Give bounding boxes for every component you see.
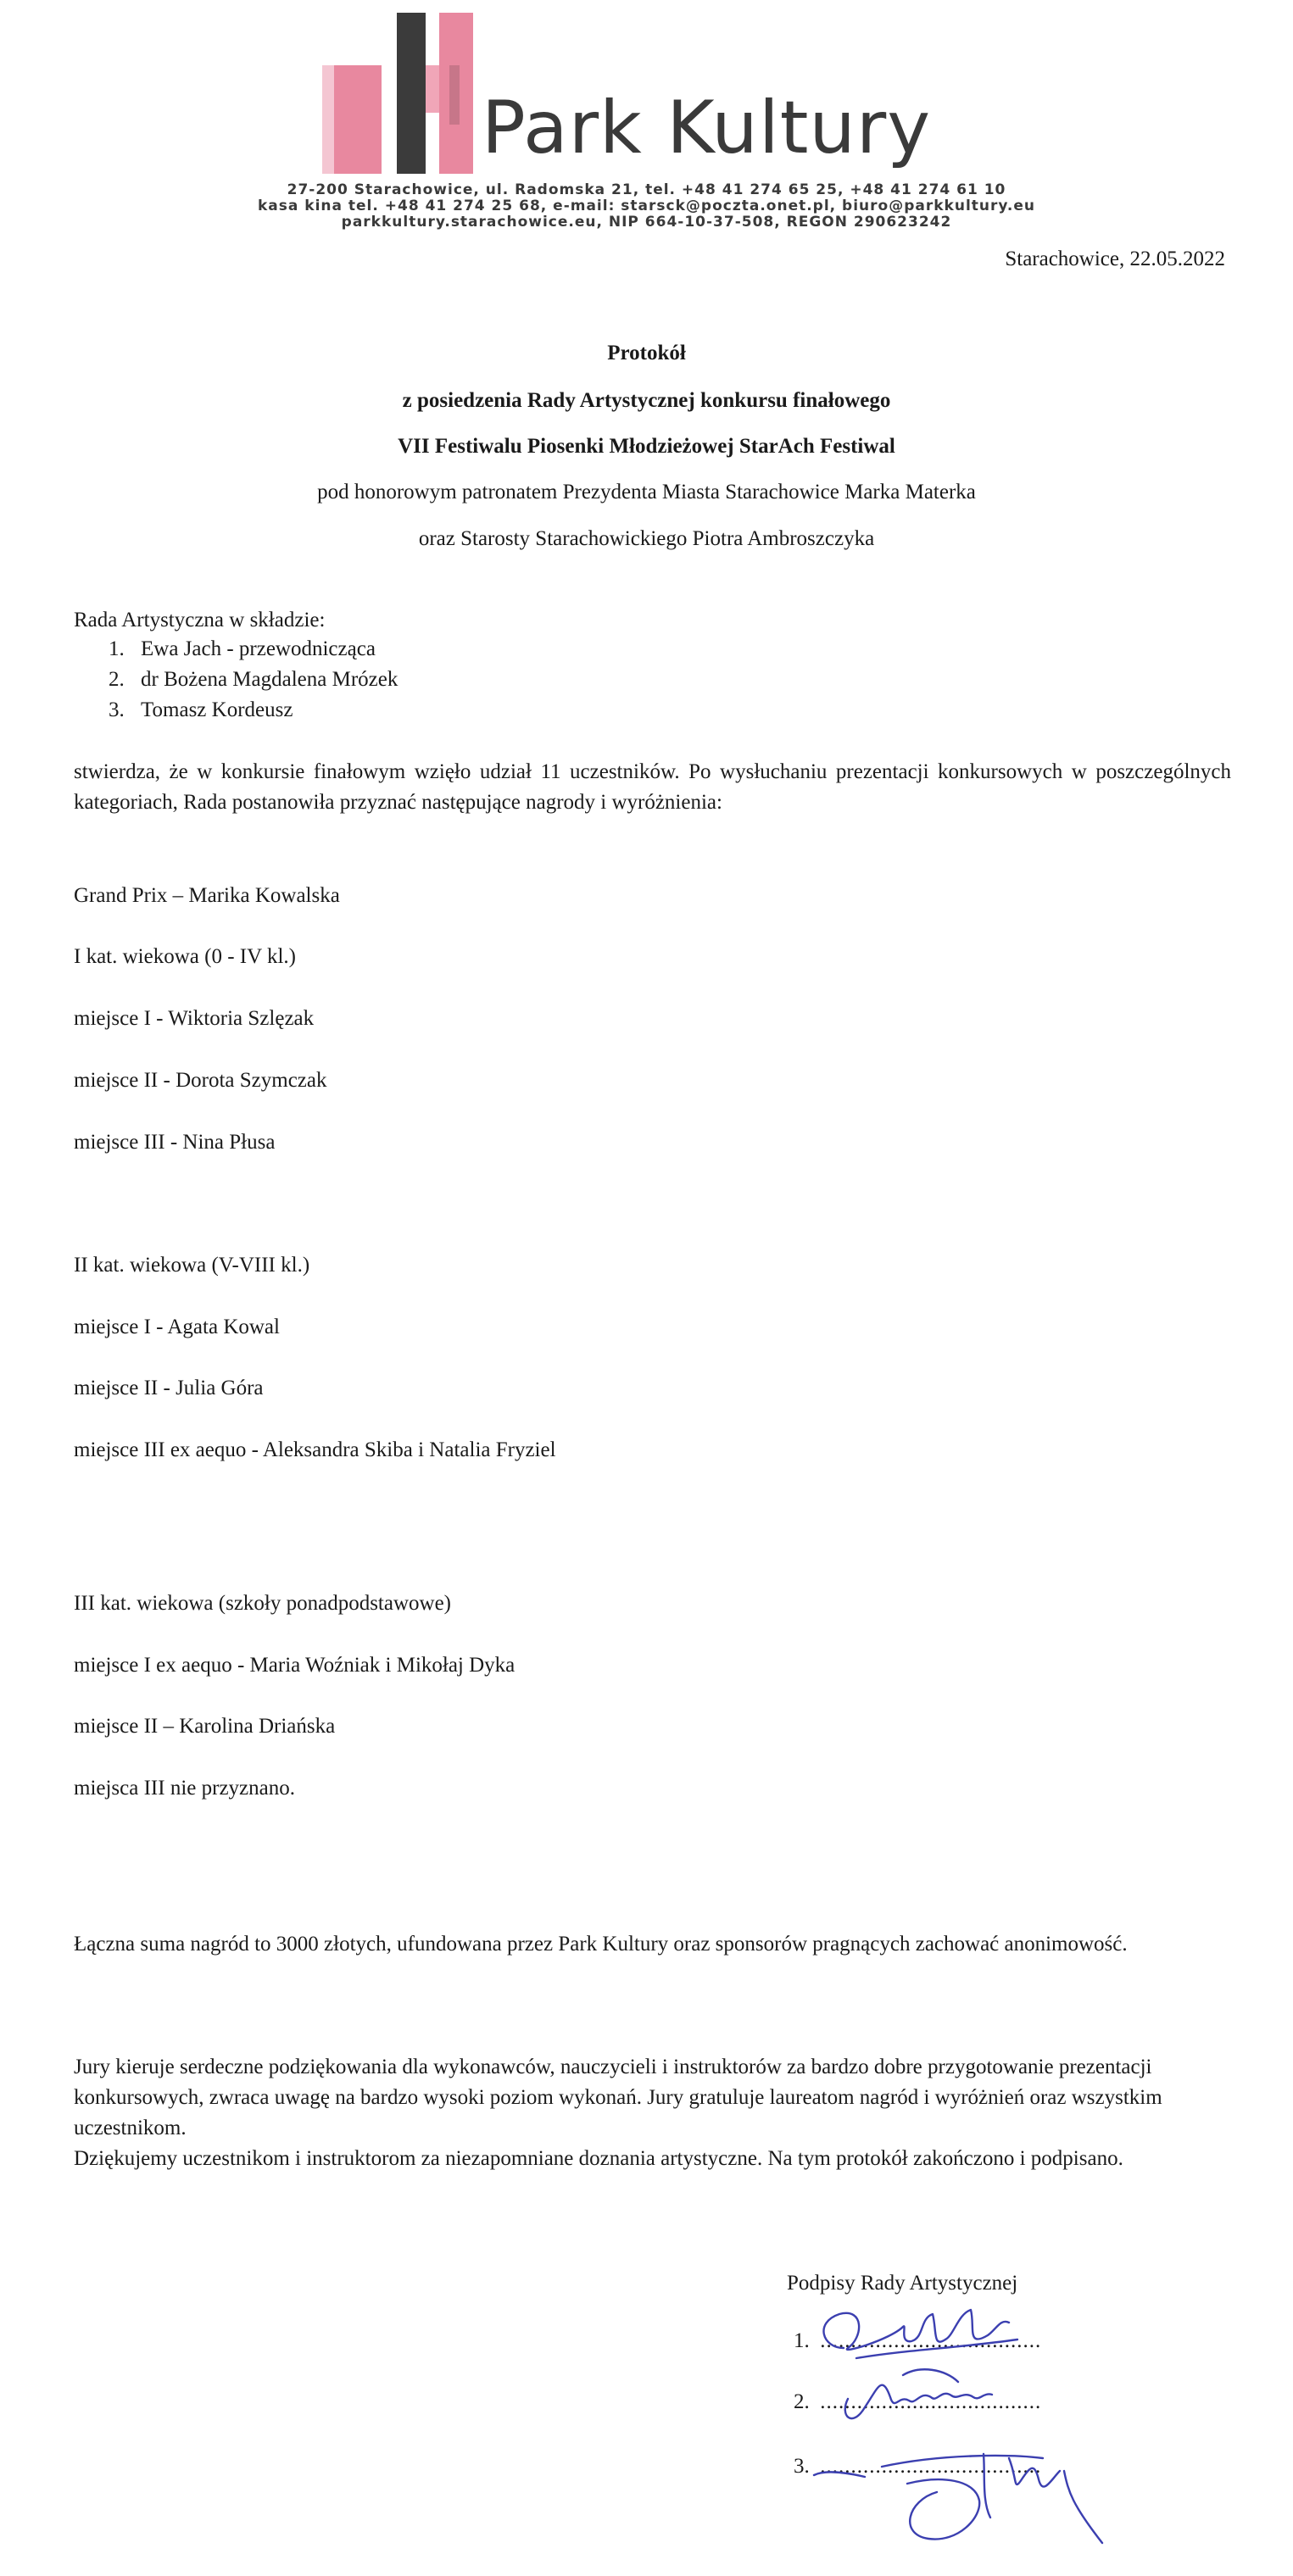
signature-dots: .................................... — [820, 2390, 1042, 2413]
member-number: 2. — [109, 668, 125, 691]
document-date: Starachowice, 22.05.2022 — [1005, 248, 1225, 270]
heading-line-4: oraz Starosty Starachowickiego Piotra Ambroszczyka — [418, 527, 875, 550]
signature-2-stroke — [845, 2385, 992, 2418]
award-line: miejsce II – Karolina Driańska — [74, 1715, 336, 1738]
signature-1-underline — [856, 2340, 1017, 2358]
grand-prix: Grand Prix – Marika Kowalska — [74, 884, 340, 907]
signatures-title: Podpisy Rady Artystycznej — [787, 2272, 1018, 2295]
category-2-title: II kat. wiekowa (V-VIII kl.) — [74, 1254, 310, 1277]
council-intro: Rada Artystyczna w składzie: — [74, 609, 326, 631]
document-title: Protokół — [607, 342, 686, 364]
member-name: Ewa Jach - przewodnicząca — [141, 637, 376, 660]
council-member — [109, 698, 293, 722]
decision-paragraph: stwierdza, że w konkursie finałowym wzięło udział 11 uczestników. Po wysłuchaniu prezentacji konkursowych w poszczególnych kategoriach, Rada postanowiła przyznać następujące nagrody i wyróżnienia: — [74, 760, 1231, 814]
heading-line-3: pod honorowym patronatem Prezydenta Miasta Starachowice Marka Materka — [317, 481, 976, 504]
award-line: miejsce I - Wiktoria Szlęzak — [74, 1007, 315, 1030]
handwritten-signatures — [763, 2289, 1153, 2568]
council-member — [109, 668, 398, 692]
closing-paragraph: Dziękujemy uczestnikom i instruktorom za niezapomniane doznania artystyczne. Na tym protokół zakończono i podpisano. — [74, 2147, 1123, 2170]
logo-bar-pink-1 — [334, 65, 382, 174]
contact-line-1: 27-200 Starachowice, ul. Radomska 21, tel. +48 41 274 65 25, +48 41 274 61 10 — [287, 181, 1006, 198]
award-line: miejsca III nie przyznano. — [74, 1777, 295, 1800]
member-name: Tomasz Kordeusz — [141, 698, 293, 721]
jury-paragraph: Jury kieruje serdeczne podziękowania dla wykonawców, nauczycieli i instruktorów za bardzo dobre przygotowanie prezentacji konkursowych, zwraca uwagę na bardzo wysoki poziom wykonań. Jury gratuluje laureatom nagród i wyróżnień oraz wszystkim uczestnikom. — [74, 2056, 1162, 2139]
contact-line-3: parkkultury.starachowice.eu, NIP 664-10-37-508, REGON 290623242 — [341, 214, 952, 231]
category-1-title: I kat. wiekowa (0 - IV kl.) — [74, 945, 296, 968]
award-line: miejsce II - Julia Góra — [74, 1377, 264, 1399]
member-name: dr Bożena Magdalena Mrózek — [141, 668, 398, 691]
signature-dots: .................................... — [820, 2455, 1042, 2478]
signature-3-hook — [814, 2472, 865, 2477]
council-member — [109, 637, 376, 661]
prize-paragraph: Łączna suma nagród to 3000 złotych, ufundowana przez Park Kultury oraz sponsorów pragnących zachować anonimowość. — [74, 1933, 1128, 1956]
heading-line-2: VII Festiwalu Piosenki Młodzieżowej StarAch Festiwal — [398, 435, 895, 458]
member-number: 1. — [109, 637, 125, 660]
award-line: miejsce I - Agata Kowal — [74, 1316, 280, 1338]
heading-line-1: z posiedzenia Rady Artystycznej konkursu finałowego — [402, 389, 891, 412]
signature-2-loop — [903, 2369, 958, 2382]
signature-3-stroke — [882, 2454, 1102, 2543]
brand-name: Park Kultury — [482, 86, 932, 170]
contact-line-2: kasa kina tel. +48 41 274 25 68, e-mail: starsck@poczta.onet.pl, biuro@parkkultury.eu — [257, 198, 1036, 214]
signature-number: 2. — [794, 2390, 810, 2413]
award-line: miejsce I ex aequo - Maria Woźniak i Mikołaj Dyka — [74, 1654, 516, 1677]
logo-bar-dark — [397, 13, 426, 174]
award-line: miejsce III - Nina Płusa — [74, 1131, 276, 1154]
member-number: 3. — [109, 698, 125, 721]
signature-number: 1. — [794, 2329, 810, 2352]
park-kultury-logo — [322, 13, 1017, 191]
signature-dots: .................................... — [820, 2329, 1042, 2352]
award-line: miejsce III ex aequo - Aleksandra Skiba i Natalia Fryziel — [74, 1438, 556, 1461]
signature-number: 3. — [794, 2455, 810, 2478]
logo-bar-dark-2 — [449, 65, 460, 125]
award-line: miejsce II - Dorota Szymczak — [74, 1069, 327, 1092]
category-3-title: III kat. wiekowa (szkoły ponadpodstawowe) — [74, 1592, 452, 1615]
